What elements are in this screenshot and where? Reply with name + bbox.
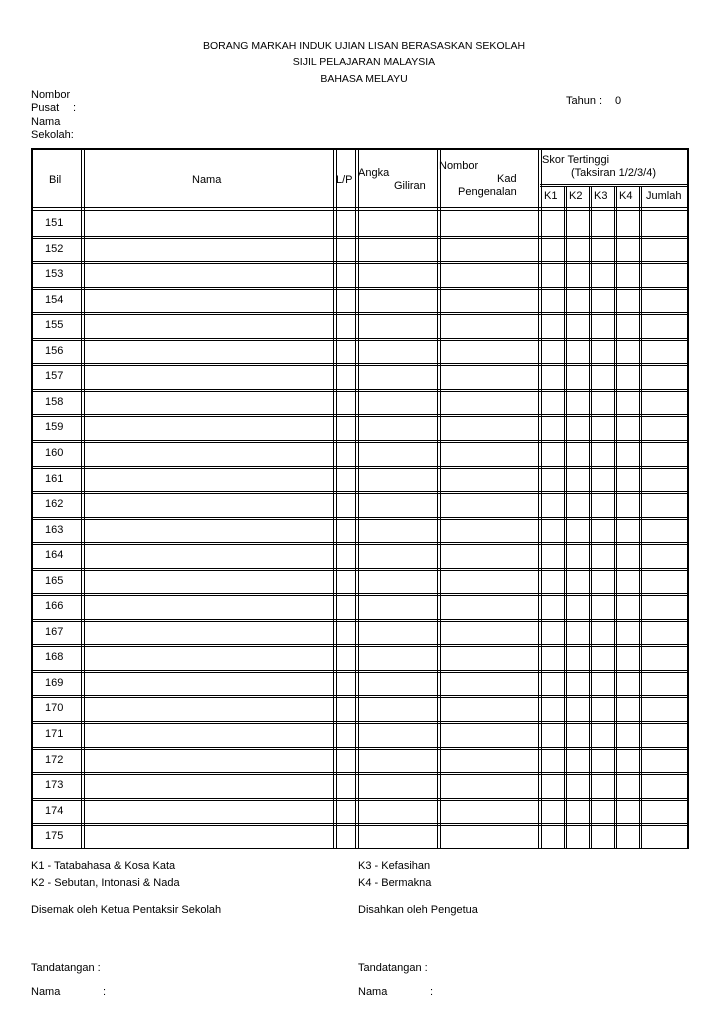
table-border-right <box>687 148 689 849</box>
row-divider <box>31 772 689 773</box>
nama-sekolah-label-1: Nama <box>31 116 61 128</box>
row-divider <box>31 263 689 264</box>
row-number: 157 <box>45 370 64 382</box>
row-divider <box>31 723 689 724</box>
row-number: 161 <box>45 473 64 485</box>
row-divider <box>31 798 689 799</box>
col-header-lp: L/P <box>336 174 353 186</box>
col-line <box>355 148 356 849</box>
row-number: 171 <box>45 728 64 740</box>
approved-by-title: Disahkan oleh Pengetua <box>358 904 478 916</box>
col-line <box>437 148 438 849</box>
row-divider <box>31 519 689 520</box>
col-header-k4: K4 <box>619 190 633 202</box>
row-divider <box>31 749 689 750</box>
row-divider <box>31 414 689 415</box>
left-nama-colon: : <box>103 986 107 998</box>
row-number: 173 <box>45 779 64 791</box>
col-header-pengenalan: Pengenalan <box>458 186 517 198</box>
row-divider <box>31 544 689 545</box>
row-divider <box>31 491 689 492</box>
row-divider <box>31 570 689 571</box>
row-divider <box>31 391 689 392</box>
col-line <box>84 148 85 849</box>
row-number: 168 <box>45 651 64 663</box>
col-header-jumlah: Jumlah <box>646 190 682 202</box>
col-line <box>81 148 82 849</box>
col-line <box>336 148 337 849</box>
col-header-skor: Skor Tertinggi <box>542 154 610 166</box>
row-divider <box>31 568 689 569</box>
form-subject: BAHASA MELAYU <box>320 73 408 85</box>
skor-divider <box>540 186 688 187</box>
marks-table <box>31 148 689 849</box>
header-divider <box>31 210 689 211</box>
row-number: 166 <box>45 600 64 612</box>
legend-k4: K4 - Bermakna <box>358 877 432 889</box>
row-divider <box>31 593 689 594</box>
row-divider <box>31 670 689 671</box>
row-number: 154 <box>45 294 64 306</box>
row-divider <box>31 312 689 313</box>
row-divider <box>31 440 689 441</box>
form-subtitle: SIJIL PELAJARAN MALAYSIA <box>292 56 436 68</box>
row-divider <box>31 442 689 443</box>
col-line <box>541 148 542 849</box>
row-divider <box>31 365 689 366</box>
checked-by-title: Disemak oleh Ketua Pentaksir Sekolah <box>31 904 222 916</box>
row-divider <box>31 236 689 237</box>
col-line <box>333 148 334 849</box>
col-header-giliran: Giliran <box>394 180 426 192</box>
row-divider <box>31 287 689 288</box>
table-border-top <box>31 148 689 150</box>
row-number: 160 <box>45 447 64 459</box>
nama-sekolah-label-2: Sekolah: <box>31 129 74 141</box>
row-divider <box>31 261 689 262</box>
col-line <box>358 148 359 849</box>
row-divider <box>31 595 689 596</box>
row-divider <box>31 517 689 518</box>
row-divider <box>31 800 689 801</box>
nombor-pusat-label-1: Nombor <box>31 89 71 101</box>
row-divider <box>31 825 689 826</box>
row-divider <box>31 619 689 620</box>
col-header-k1: K1 <box>544 190 558 202</box>
row-divider <box>31 695 689 696</box>
col-header-k2: K2 <box>569 190 583 202</box>
row-divider <box>31 747 689 748</box>
row-number: 159 <box>45 421 64 433</box>
row-number: 153 <box>45 268 64 280</box>
header-divider <box>31 207 689 208</box>
tahun-value: 0 <box>615 95 622 107</box>
right-nama-label: Nama <box>358 986 388 998</box>
row-divider <box>31 314 689 315</box>
row-number: 163 <box>45 524 64 536</box>
col-header-kad: Kad <box>497 173 517 185</box>
row-number: 155 <box>45 319 64 331</box>
row-divider <box>31 542 689 543</box>
row-divider <box>31 468 689 469</box>
row-divider <box>31 697 689 698</box>
row-divider <box>31 363 689 364</box>
table-border-left <box>31 148 33 849</box>
col-header-angka: Angka <box>358 167 390 179</box>
left-signature-label: Tandatangan : <box>31 962 101 974</box>
form-title: BORANG MARKAH INDUK UJIAN LISAN BERASASKAN SEKOLAH <box>202 40 526 52</box>
row-number: 164 <box>45 549 64 561</box>
row-divider <box>31 621 689 622</box>
row-number: 169 <box>45 677 64 689</box>
legend-k3: K3 - Kefasihan <box>358 860 431 872</box>
row-divider <box>31 416 689 417</box>
row-number: 158 <box>45 396 64 408</box>
legend-k2: K2 - Sebutan, Intonasi & Nada <box>31 877 180 889</box>
right-signature-label: Tandatangan : <box>358 962 428 974</box>
row-number: 152 <box>45 243 64 255</box>
row-divider <box>31 338 689 339</box>
nombor-pusat-label-2: Pusat <box>31 102 60 114</box>
nombor-pusat-colon: : <box>73 102 77 114</box>
legend-k1: K1 - Tatabahasa & Kosa Kata <box>31 860 176 872</box>
row-number: 165 <box>45 575 64 587</box>
row-number: 156 <box>45 345 64 357</box>
row-number: 151 <box>45 217 64 229</box>
tahun-label: Tahun : <box>566 95 603 107</box>
row-divider <box>31 466 689 467</box>
col-header-taksiran: (Taksiran 1/2/3/4) <box>571 167 656 179</box>
col-line <box>440 148 441 849</box>
row-divider <box>31 774 689 775</box>
row-number: 174 <box>45 805 64 817</box>
col-header-k3: K3 <box>594 190 608 202</box>
row-divider <box>31 644 689 645</box>
row-divider <box>31 646 689 647</box>
col-line <box>538 148 539 849</box>
row-divider <box>31 493 689 494</box>
row-divider <box>31 238 689 239</box>
col-header-bil: Bil <box>49 174 62 186</box>
row-number: 175 <box>45 830 64 842</box>
row-divider <box>31 389 689 390</box>
row-number: 162 <box>45 498 64 510</box>
row-number: 172 <box>45 754 64 766</box>
right-nama-colon: : <box>430 986 434 998</box>
col-header-nama: Nama <box>192 174 222 186</box>
row-number: 167 <box>45 626 64 638</box>
row-divider <box>31 823 689 824</box>
skor-divider <box>540 184 688 185</box>
row-divider <box>31 289 689 290</box>
row-divider <box>31 340 689 341</box>
col-header-nombor: Nombor <box>439 160 479 172</box>
row-divider <box>31 672 689 673</box>
row-number: 170 <box>45 702 64 714</box>
row-divider <box>31 721 689 722</box>
left-nama-label: Nama <box>31 986 61 998</box>
